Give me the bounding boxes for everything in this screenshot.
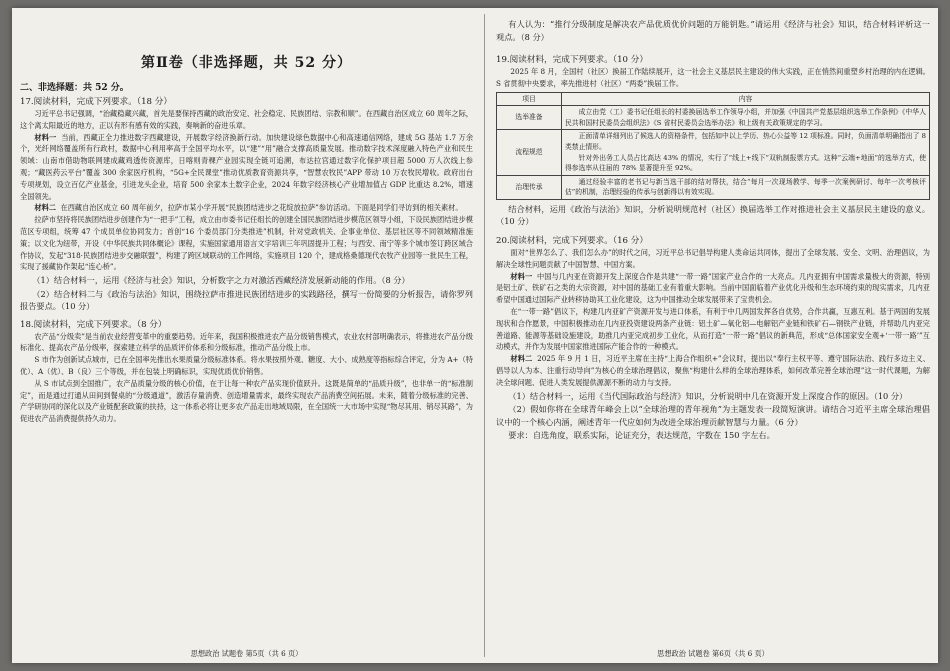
question-20-material-1-body: 在“一带一路”倡议下，构建几内亚矿产资源开发与进口体系，有利于中几两国发挥各自优势，合作共赢，互惠互利。基于两国的发展现状和合作愿景，中国积极推动在几内亚投资建设两条产业链：铝土矿—氧化铝—电解铝产业链和铁矿石—钢铁产业链，并帮助几内亚完善道路、能源等基础设施建设，助推几内亚完成初步工业化，从而打造“一带一路”倡议的新典范，形成“总体国家安全观+‘一带一路’”互动模式，并作为发展中国家推进国际产能合作的一种模式。 [496,306,930,352]
section-heading: 二、非选择题：共 52 分。 [20,83,129,93]
page-divider [484,14,485,657]
material-label: 材料二 [34,203,56,213]
material-text: 中国与几内亚在资源开发上深度合作是共建“一带一路”国家产业合作的一大亮点。几内亚拥有中国需求量极大的资源，特别是铝土矿、铁矿石之类的大宗资源，对中国的基础工业有着重大影响。当前中国面临着产业优化升级和生态环境约束的现实需求，几内亚希望中国通过国际产业转移协助其工业化建设，这为中国推动全球发展带来了宝贵机会。 [496,271,930,305]
question-18-para-1: 农产品“分级卖”是当前农业经营变革中的重要趋势。近年来，我国积极推进农产品分级销售模式，农业农村部明确表示，将推进农产品分级标准化、提高农产品分级率，探索建立科学的品质评价体系和分级标准，推动产品分级上市。 [20,331,473,353]
question-17-ask-1: （1）结合材料一，运用《经济与社会》知识，分析数字之力对激活西藏经济发展新动能的作用。（8 分） [32,275,410,286]
page-footer: 思想政治 试题卷 第6页（共 6 页） [657,649,769,658]
material-text: 当前，西藏正全力推进数字西藏建设，开展数字经济换新行动。加快建设绿色数据中心和高速通信网络，建成 5G 基站 1.7 万余个，光纤网络覆盖所有行政村，数据中心利用率高于全国平均水平，以“建”“用”融合支撑高质量发展。推动数字技术深度融入特色产业和民生领域：山南市借助物联网建成藏鸡透传资源库，日喀则青稞产业园实现全链可追溯，布达拉宫通过数字化保护项目超 5000 万人次线上参观；“藏医药云平台”覆盖 300 余家医疗机构，“5G+全民课堂”推动优质教育资源共享，“智慧农牧民”APP 带动 10 万农牧民增收。政府出台专项规划，设立百亿产业基金，引进龙头企业，培育 500 余家本土数字企业，2024 年数字经济核心产业增加值占 GDP 比重达 8.2%，增速全国领先。 [20,132,473,201]
question-17-material-2-body: 拉萨市坚持将民族团结进步创建作为“一把手”工程，成立由市委书记任组长的创建全国民族团结进步模范区领导小组，下设民族团结进步模范区专项组，统筹 47 个成员单位协同发力；首创“16 个委员部门分类推进”机制，针对党政机关、企事业单位、基层社区等不同领域精准施策；以文化为纽带，开设《中华民族共同体概论》课程，实施国家通用语言文字培训三年巩固提升工程；与西安、南宁等多个城市签订跨区域合作协议，发起“318·民族团结进步交融联盟”，构建了跨区域联动的工作网络，实施项目 120 个，建成格桑德现代农牧产业园等一批民生工程，实现了援藏协作架起“连心桥”。 [20,215,473,272]
question-18-heading: 18.阅读材料，完成下列要求。（8 分） [20,319,167,330]
page-footer: 思想政治 试题卷 第5页（共 6 页） [190,649,303,658]
question-17-intro: 习近平总书记强调，“治藏稳藏兴藏，首先是要保持西藏的政治安定、社会稳定、民族团结、宗教和顺”。在西藏自治区成立 60 周年之际，这个离太阳最近的地方，正以有形有感有效的实践，奏响新的奋进乐章。 [20,109,473,130]
question-20-ask-1: （1）结合材料一，运用《当代国际政治与经济》知识，分析说明中几在资源开发上深度合作的原因。（10 分） [508,390,908,401]
election-table [496,92,930,200]
table-cell-item: 流程规范 [497,130,562,175]
question-17-heading: 17.阅读材料，完成下列要求。（18 分） [20,97,172,107]
table-row [497,106,930,130]
page-6 [496,8,930,663]
table-cell-item: 选举准备 [497,106,562,130]
material-text: 在西藏自治区成立 60 周年前夕，拉萨市某小学开展“民族团结进步之花绽放拉萨”参访活动。下面是同学们寻访到的相关素材。 [60,203,463,213]
question-19-heading: 19.阅读材料，完成下列要求。（10 分） [496,55,648,65]
table-cell-content: 通过经验丰富的老书记与新当选干部的结对帮扶，结合“每月一次现场教学、每季一次案例研讨、每年一次考核评估”的机制，治理经验的传承与创新得以有效实现。 [562,175,930,199]
table-header-item: 项目 [497,92,562,106]
material-label: 材料一 [510,271,533,281]
question-20-intro: 面对“世界怎么了、我们怎么办”的时代之问，习近平总书记倡导构建人类命运共同体，提出了全球发展、安全、文明、治理倡议，为解决全球性问题贡献了中国智慧、中国方案。 [496,247,930,269]
question-20-material-2 [496,353,930,388]
question-18-ask: 有人认为：“推行分级制度是解决农产品优质优价问题的万能钥匙。”请运用《经济与社会》知识，结合材料评析这一观点。（8 分） [496,19,930,42]
question-18-para-3: 从 S 市试点到全国推广，农产品质量分级的核心价值，在于让每一种农产品实现价值跃升。这既是简单的“品质升级”，也非单一的“标准制定”，而是通过打通从田间到餐桌的“分级通道”，激活存量消费、创造增量需求，最终实现农产品消费空间拓展。未来，随着分级标准的完善、产学研协同的深化以及产业链配套政策的扶持，这一体系必将让更多农产品走出地域局限，在全国统一大市场中实现“物尽其用、销尽其路”，为促进农产品消费提供持久动力。 [20,378,473,424]
exam-sheet [12,8,938,663]
question-17-material-1 [20,132,473,203]
table-cell-content: 成立由党（工）委书记任组长的村委换届选举工作领导小组，并加强《中国共产党基层组织选举工作条例》《中华人民共和国村民委员会组织法》《S 省村民委员会选举办法》和上级有关政策规定的学习。 [562,106,930,130]
material-label: 材料一 [34,132,57,142]
question-20-material-1 [496,271,930,306]
question-20-requirement: 要求：自选角度，联系实际，论证充分，表达规范，字数在 150 字左右。 [508,430,775,440]
question-17-ask-2: （2）结合材料二与《政治与法治》知识，围绕拉萨市推进民族团结进步的实践路径，撰写一份简要的分析报告，请你罗列报告要点。（10 分） [20,288,473,312]
question-18-para-2: S 市作为创新试点城市，已在全国率先推出水果质量分级标准体系。将水果按照外观、糖度、大小、成熟度等指标综合评定，分为 A+（特优）、A（优）、B（良）三个等级，并在包装上明确标识，实现优质优价销售。 [20,355,473,377]
question-20-heading: 20.阅读材料，完成下列要求。（16 分） [496,235,648,246]
question-17-material-2 [20,202,473,214]
table-header-content: 内容 [562,92,930,106]
question-19-intro: 2025 年 8 月，全国村（社区）换届工作陆续展开，这一社会主义基层民主建设的伟大实践，正在悄然间重塑乡村治理的内在逻辑。S 省贯彻中央要求，率先推进村（社区）“两委”换届工作。 [496,67,930,88]
table-row [497,175,930,199]
material-label: 材料二 [510,354,533,364]
table-header-row [497,92,930,106]
table-cell-item: 治理传承 [497,175,562,199]
table-cell-content: 正面清单详细列出了候选人的资格条件，包括如中以上学历、热心公益等 12 项标准。同时，负面清单明确指出了 8 类禁止情形。 针对外出务工人员占比高达 43% 的情况，实行了“线上+线下”双轨制报票方式。这种“云端+地面”的选举方式，使得参选率从往届的 78% 显著提升至 92%。 [562,130,930,175]
question-19-ask: 结合材料，运用《政治与法治》知识，分析说明规范村（社区）换届选举工作对推进社会主义基层民主建设的意义。（10 分） [496,203,930,227]
table-row [497,130,930,175]
question-20-ask-2: （2）假如你将在全球青年峰会上以“全球治理的青年视角”为主题发表一段简短演讲。请结合习近平主席全球治理倡议中的一个核心内涵，阐述青年一代应如何为改进全球治理贡献智慧与力量。（6 分） [496,404,930,427]
section-title: 第Ⅱ卷（非选择题，共 52 分） [140,55,353,71]
material-text: 2025 年 9 月 1 日，习近平主席在主持“上海合作组织+”会议时，提出以“奉行主权平等、遵守国际法治、践行多边主义、倡导以人为本、注重行动导向”为核心的全球治理倡议，聚焦“构建什么样的全球治理体系，如何改革完善全球治理”这一时代课题，为解决全球问题、促进人类发展提供源源不断的动力与支持。 [496,354,930,387]
page-5 [20,8,473,663]
